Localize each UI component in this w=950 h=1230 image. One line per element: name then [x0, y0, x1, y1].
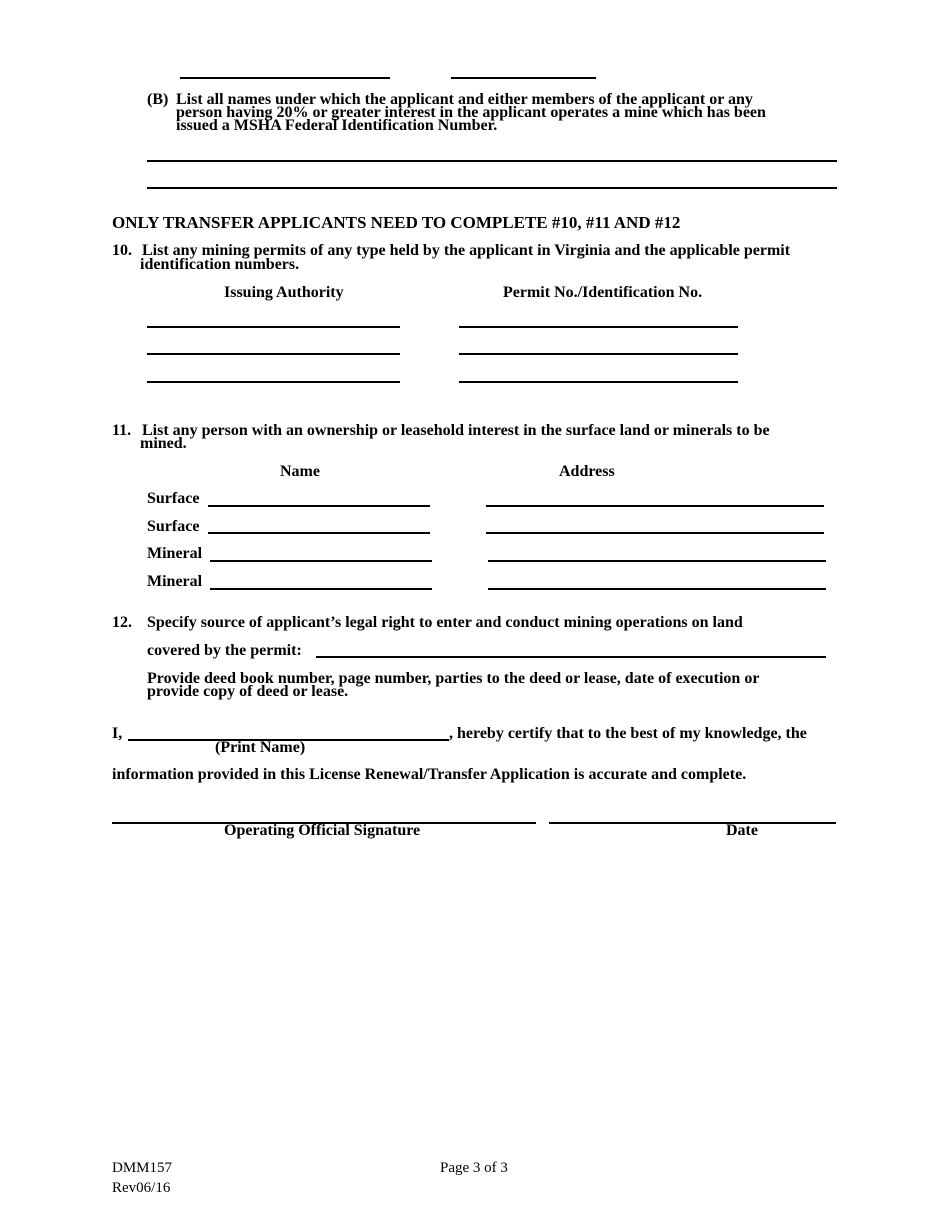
- section-b-text-line1: List all names under which the applicant and either members of the applicant or any: [176, 91, 753, 108]
- footer-revision: Rev06/16: [112, 1180, 171, 1196]
- q10-col-issuing-authority: Issuing Authority: [224, 284, 344, 301]
- q11-row-label-surface-1: Surface: [147, 490, 200, 507]
- q10-authority-line-2[interactable]: [147, 353, 400, 355]
- date-line[interactable]: [549, 822, 836, 824]
- q11-address-line-2[interactable]: [486, 532, 824, 534]
- q10-text-line1: List any mining permits of any type held by the applicant in Virginia and the applicable permit: [142, 242, 791, 259]
- q11-row-label-mineral-2: Mineral: [147, 573, 203, 590]
- q12-instruction-line1: Provide deed book number, page number, parties to the deed or lease, date of execution or: [147, 670, 760, 687]
- q11-name-line-4[interactable]: [210, 588, 432, 590]
- footer-page-number: Page 3 of 3: [440, 1160, 508, 1176]
- q11-row-label-surface-2: Surface: [147, 518, 200, 535]
- q11-text-line2: mined.: [140, 435, 187, 452]
- q10-authority-line-1[interactable]: [147, 326, 400, 328]
- q11-address-line-4[interactable]: [488, 588, 826, 590]
- q10-permit-line-3[interactable]: [459, 381, 738, 383]
- top-blank-line-1[interactable]: [180, 77, 390, 79]
- section-b-text-line2: person having 20% or greater interest in the applicant operates a mine which has been: [176, 104, 766, 121]
- transfer-heading: ONLY TRANSFER APPLICANTS NEED TO COMPLETE #10, #11 AND #12: [112, 213, 681, 232]
- q11-text-line1: List any person with an ownership or leasehold interest in the surface land or minerals to be: [142, 422, 770, 439]
- q10-number: 10.: [112, 242, 132, 259]
- q11-number: 11.: [112, 422, 132, 439]
- q11-name-line-2[interactable]: [208, 532, 430, 534]
- cert-prefix: I,: [112, 725, 123, 742]
- q11-col-name: Name: [280, 463, 320, 480]
- section-b-label: (B): [147, 91, 169, 108]
- q11-col-address: Address: [559, 463, 615, 480]
- cert-print-name-label: (Print Name): [215, 739, 306, 756]
- q12-legal-right-line[interactable]: [316, 656, 826, 658]
- q11-address-line-3[interactable]: [488, 560, 826, 562]
- q10-authority-line-3[interactable]: [147, 381, 400, 383]
- cert-line2: information provided in this License Renewal/Transfer Application is accurate and complete.: [112, 766, 747, 783]
- q11-row-label-mineral-1: Mineral: [147, 545, 203, 562]
- section-b-answer-line-2[interactable]: [147, 187, 837, 189]
- footer-form-number: DMM157: [112, 1160, 173, 1176]
- q12-covered-label: covered by the permit:: [147, 642, 302, 659]
- q11-address-line-1[interactable]: [486, 505, 824, 507]
- q12-number: 12.: [112, 614, 132, 631]
- cert-suffix: , hereby certify that to the best of my knowledge, the: [449, 725, 807, 742]
- signature-label: Operating Official Signature: [224, 822, 421, 839]
- section-b-answer-line-1[interactable]: [147, 160, 837, 162]
- date-label: Date: [726, 822, 758, 839]
- q10-permit-line-2[interactable]: [459, 353, 738, 355]
- top-blank-line-2[interactable]: [451, 77, 596, 79]
- q10-col-permit-no: Permit No./Identification No.: [503, 284, 703, 301]
- q11-name-line-3[interactable]: [210, 560, 432, 562]
- q10-permit-line-1[interactable]: [459, 326, 738, 328]
- q10-text-line2: identification numbers.: [140, 256, 300, 273]
- q12-instruction-line2: provide copy of deed or lease.: [147, 683, 349, 700]
- section-b-text-line3: issued a MSHA Federal Identification Number.: [176, 117, 498, 134]
- q12-text-line1: Specify source of applicant’s legal right to enter and conduct mining operations on land: [147, 614, 743, 631]
- q11-name-line-1[interactable]: [208, 505, 430, 507]
